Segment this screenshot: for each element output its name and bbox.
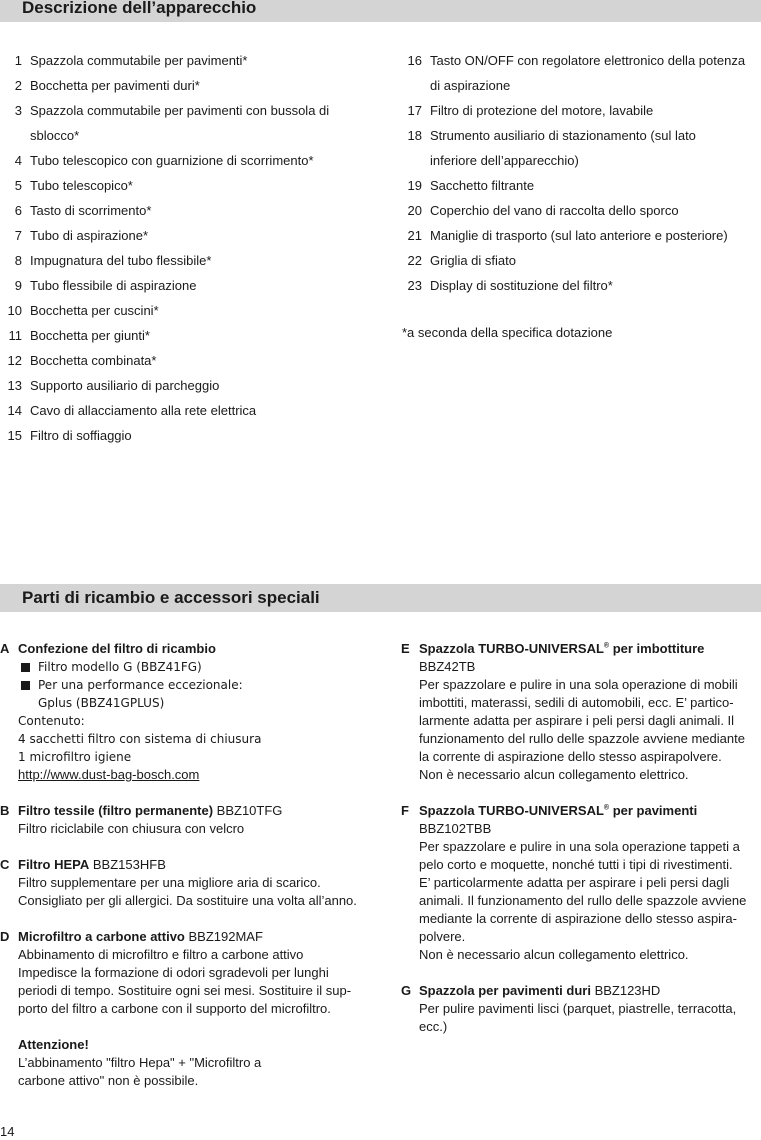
square-bullet-icon bbox=[21, 681, 30, 690]
item-text: Supporto ausiliario di parcheggio bbox=[30, 378, 220, 393]
contents-line: 1 microfiltro igiene bbox=[18, 750, 132, 764]
item-number: 21 bbox=[407, 228, 422, 243]
accessory-text: funzionamento del rullo delle spazzole avviene mediante bbox=[419, 731, 745, 746]
parts-list-item bbox=[400, 173, 761, 198]
contents-line: 4 sacchetti filtro con sistema di chiusura bbox=[18, 732, 262, 746]
item-number: 16 bbox=[407, 53, 422, 68]
item-text: Spazzola commutabile per pavimenti* bbox=[30, 53, 248, 68]
parts-list-item bbox=[0, 48, 360, 73]
item-text: Strumento ausiliario di stazionamento (sul lato bbox=[430, 128, 696, 143]
accessory-title-suffix: per imbottiture bbox=[609, 641, 705, 656]
item-text: Tasto ON/OFF con regolatore elettronico della potenza bbox=[430, 53, 746, 68]
item-number: 8 bbox=[14, 253, 22, 268]
accessory-text: Per spazzolare e pulire in una sola operazione di mobili bbox=[419, 677, 738, 692]
item-number: 14 bbox=[7, 403, 22, 418]
accessory-text: Non è necessario alcun collegamento elettrico. bbox=[419, 767, 689, 782]
section-header-device-description bbox=[0, 0, 761, 22]
accessory-text: Non è necessario alcun collegamento elettrico. bbox=[419, 947, 689, 962]
item-text: Griglia di sfiato bbox=[430, 253, 516, 268]
accessory-a bbox=[0, 640, 380, 784]
item-number: 9 bbox=[14, 278, 22, 293]
bullet-item bbox=[18, 658, 380, 676]
item-text: Bocchetta combinata* bbox=[30, 353, 157, 368]
item-text: Tasto di scorrimento* bbox=[30, 203, 152, 218]
accessory-text: Per spazzolare e pulire in una sola operazione tappeti a bbox=[419, 839, 740, 854]
item-text: Coperchio del vano di raccolta dello sporco bbox=[430, 203, 679, 218]
accessory-text: periodi di tempo. Sostituire ogni sei mesi. Sostituire il sup- bbox=[18, 983, 352, 998]
accessory-code: BBZ153HFB bbox=[92, 857, 166, 872]
accessory-c bbox=[0, 856, 380, 910]
item-text: Bocchetta per pavimenti duri* bbox=[30, 78, 200, 93]
parts-list-item bbox=[400, 148, 761, 173]
item-number: 5 bbox=[14, 178, 22, 193]
item-text: Bocchetta per cuscini* bbox=[30, 303, 159, 318]
section-title: Parti di ricambio e accessori speciali bbox=[22, 588, 320, 607]
parts-list-item bbox=[0, 148, 360, 173]
accessory-text: Impedisce la formazione di odori sgradevoli per lunghi bbox=[18, 965, 329, 980]
warning-text: carbone attivo" non è possibile. bbox=[18, 1073, 199, 1088]
parts-list-item bbox=[0, 173, 360, 198]
parts-list-item bbox=[0, 273, 360, 298]
parts-list-item bbox=[0, 398, 360, 423]
page-number: 14 bbox=[0, 1124, 15, 1139]
item-number: 1 bbox=[14, 53, 22, 68]
item-number: 3 bbox=[14, 103, 22, 118]
parts-list-item bbox=[400, 73, 761, 98]
accessory-code: BBZ42TB bbox=[419, 659, 476, 674]
item-text: Cavo di allacciamento alla rete elettrica bbox=[30, 403, 257, 418]
item-number: 10 bbox=[7, 303, 22, 318]
warning-text: L’abbinamento "filtro Hepa" + "Microfiltro a bbox=[18, 1055, 262, 1070]
accessory-title: Spazzola TURBO-UNIVERSAL bbox=[419, 803, 604, 818]
item-text: di aspirazione bbox=[430, 78, 511, 93]
parts-list-item bbox=[0, 373, 360, 398]
item-text: Bocchetta per giunti* bbox=[30, 328, 150, 343]
accessory-text: animali. Il funzionamento del rullo delle spazzole avviene bbox=[419, 893, 747, 908]
item-number: 6 bbox=[14, 203, 22, 218]
item-number: 17 bbox=[407, 103, 422, 118]
warning-title: Attenzione! bbox=[18, 1037, 89, 1052]
item-number: 7 bbox=[14, 228, 22, 243]
accessory-text: Per pulire pavimenti lisci (parquet, piastrelle, terracotta, bbox=[419, 1001, 737, 1016]
accessory-title-suffix: per pavimenti bbox=[609, 803, 698, 818]
parts-list-right bbox=[400, 48, 761, 298]
section-header-spare-parts bbox=[0, 584, 761, 612]
item-number bbox=[400, 148, 422, 173]
accessory-text: Abbinamento di microfiltro e filtro a carbone attivo bbox=[18, 947, 304, 962]
parts-list-item bbox=[0, 73, 360, 98]
item-text: Filtro di protezione del motore, lavabile bbox=[430, 103, 654, 118]
accessory-text: ecc.) bbox=[419, 1019, 448, 1034]
item-text: Spazzola commutabile per pavimenti con bussola di bbox=[30, 103, 330, 118]
accessory-title: Filtro HEPA bbox=[18, 857, 90, 872]
website-link[interactable]: http://www.dust-bag-bosch.com bbox=[18, 767, 200, 782]
parts-list-item bbox=[400, 48, 761, 73]
item-number: 18 bbox=[407, 128, 422, 143]
item-text: Filtro di soffiaggio bbox=[30, 428, 132, 443]
accessory-letter: G bbox=[401, 983, 412, 998]
parts-list-item bbox=[0, 98, 360, 123]
accessories-left-column bbox=[0, 640, 380, 1108]
section-title: Descrizione dell’apparecchio bbox=[22, 0, 257, 17]
parts-list-item bbox=[0, 248, 360, 273]
registered-mark: ® bbox=[603, 804, 610, 812]
parts-list-item bbox=[400, 98, 761, 123]
accessories-right-column bbox=[401, 640, 761, 1054]
contents-label: Contenuto: bbox=[18, 714, 85, 728]
accessory-letter: C bbox=[0, 857, 10, 872]
accessory-title: Spazzola per pavimenti duri bbox=[419, 983, 591, 998]
accessory-letter: B bbox=[0, 803, 10, 818]
accessory-text: porto del filtro a carbone con il supporto del microfiltro. bbox=[18, 1001, 331, 1016]
accessory-text: pelo corto e moquette, nonché tutti i tipi di rivestimenti. bbox=[419, 857, 733, 872]
accessory-letter: A bbox=[0, 641, 10, 656]
accessory-text: Consigliato per gli allergici. Da sostituire una volta all’anno. bbox=[18, 893, 357, 908]
bullet-text: Filtro modello G (BBZ41FG) bbox=[38, 660, 202, 674]
item-number: 23 bbox=[407, 278, 422, 293]
square-bullet-icon bbox=[21, 663, 30, 672]
accessory-text: Filtro supplementare per una migliore aria di scarico. bbox=[18, 875, 321, 890]
item-text: Tubo flessibile di aspirazione bbox=[30, 278, 197, 293]
item-number: 20 bbox=[407, 203, 422, 218]
accessory-d bbox=[0, 928, 380, 1090]
accessory-title: Filtro tessile (filtro permanente) bbox=[18, 803, 214, 818]
item-number: 12 bbox=[7, 353, 22, 368]
item-number bbox=[400, 73, 422, 98]
accessory-text: larmente adatta per aspirare i peli persi dagli animali. Il bbox=[419, 713, 735, 728]
parts-list-item bbox=[400, 223, 761, 248]
accessory-title: Microfiltro a carbone attivo bbox=[18, 929, 185, 944]
bullet-item bbox=[18, 676, 380, 712]
accessory-text: la corrente di aspirazione dello stesso aspirapolvere. bbox=[419, 749, 722, 764]
item-text: inferiore dell’apparecchio) bbox=[430, 153, 579, 168]
item-text: Tubo telescopico* bbox=[30, 178, 133, 193]
accessory-f bbox=[401, 802, 761, 964]
item-number: 2 bbox=[14, 78, 22, 93]
accessory-code: BBZ192MAF bbox=[188, 929, 263, 944]
item-text: Display di sostituzione del filtro* bbox=[430, 278, 613, 293]
accessory-g bbox=[401, 982, 761, 1036]
footnote: *a seconda della specifica dotazione bbox=[402, 325, 613, 340]
accessory-code: BBZ102TBB bbox=[419, 821, 492, 836]
accessory-letter: F bbox=[401, 803, 409, 818]
item-number: 13 bbox=[7, 378, 22, 393]
accessory-text: polvere. bbox=[419, 929, 466, 944]
accessory-letter: E bbox=[401, 641, 410, 656]
item-number: 15 bbox=[7, 428, 22, 443]
item-number: 22 bbox=[407, 253, 422, 268]
parts-list-item bbox=[0, 423, 360, 448]
item-number: 19 bbox=[407, 178, 422, 193]
parts-list-left bbox=[0, 48, 360, 448]
accessory-text: mediante la corrente di aspirazione dello stesso aspira- bbox=[419, 911, 737, 926]
item-text: Maniglie di trasporto (sul lato anteriore e posteriore) bbox=[430, 228, 728, 243]
item-text: Sacchetto filtrante bbox=[430, 178, 535, 193]
parts-list-item bbox=[400, 198, 761, 223]
accessory-text: Filtro riciclabile con chiusura con velcro bbox=[18, 821, 245, 836]
parts-list-item bbox=[0, 323, 360, 348]
item-text: sblocco* bbox=[30, 128, 80, 143]
accessory-title: Confezione del filtro di ricambio bbox=[18, 641, 216, 656]
item-number: 4 bbox=[14, 153, 22, 168]
accessory-letter: D bbox=[0, 929, 10, 944]
accessory-b bbox=[0, 802, 380, 838]
accessory-title: Spazzola TURBO-UNIVERSAL bbox=[419, 641, 604, 656]
accessory-code: BBZ10TFG bbox=[216, 803, 283, 818]
parts-list-item bbox=[0, 223, 360, 248]
parts-list-item bbox=[400, 273, 761, 298]
accessory-code: BBZ123HD bbox=[594, 983, 661, 998]
parts-list-item bbox=[400, 123, 761, 148]
parts-list-item bbox=[400, 248, 761, 273]
bullet-text: Per una performance eccezionale: bbox=[38, 678, 243, 692]
parts-list-item bbox=[0, 298, 360, 323]
parts-list-item bbox=[0, 198, 360, 223]
parts-list-item bbox=[0, 123, 360, 148]
item-number: 11 bbox=[8, 328, 22, 343]
accessory-e bbox=[401, 640, 761, 784]
item-number bbox=[0, 123, 22, 148]
accessory-text: imbottiti, materassi, sedili di automobili, ecc. E’ partico- bbox=[419, 695, 734, 710]
parts-list-item bbox=[0, 348, 360, 373]
accessory-text: E’ particolarmente adatta per aspirare i peli persi dagli bbox=[419, 875, 730, 890]
item-text: Impugnatura del tubo flessibile* bbox=[30, 253, 212, 268]
item-text: Tubo di aspirazione* bbox=[30, 228, 149, 243]
bullet-text: Gplus (BBZ41GPLUS) bbox=[38, 696, 165, 710]
registered-mark: ® bbox=[603, 642, 610, 650]
item-text: Tubo telescopico con guarnizione di scorrimento* bbox=[30, 153, 314, 168]
